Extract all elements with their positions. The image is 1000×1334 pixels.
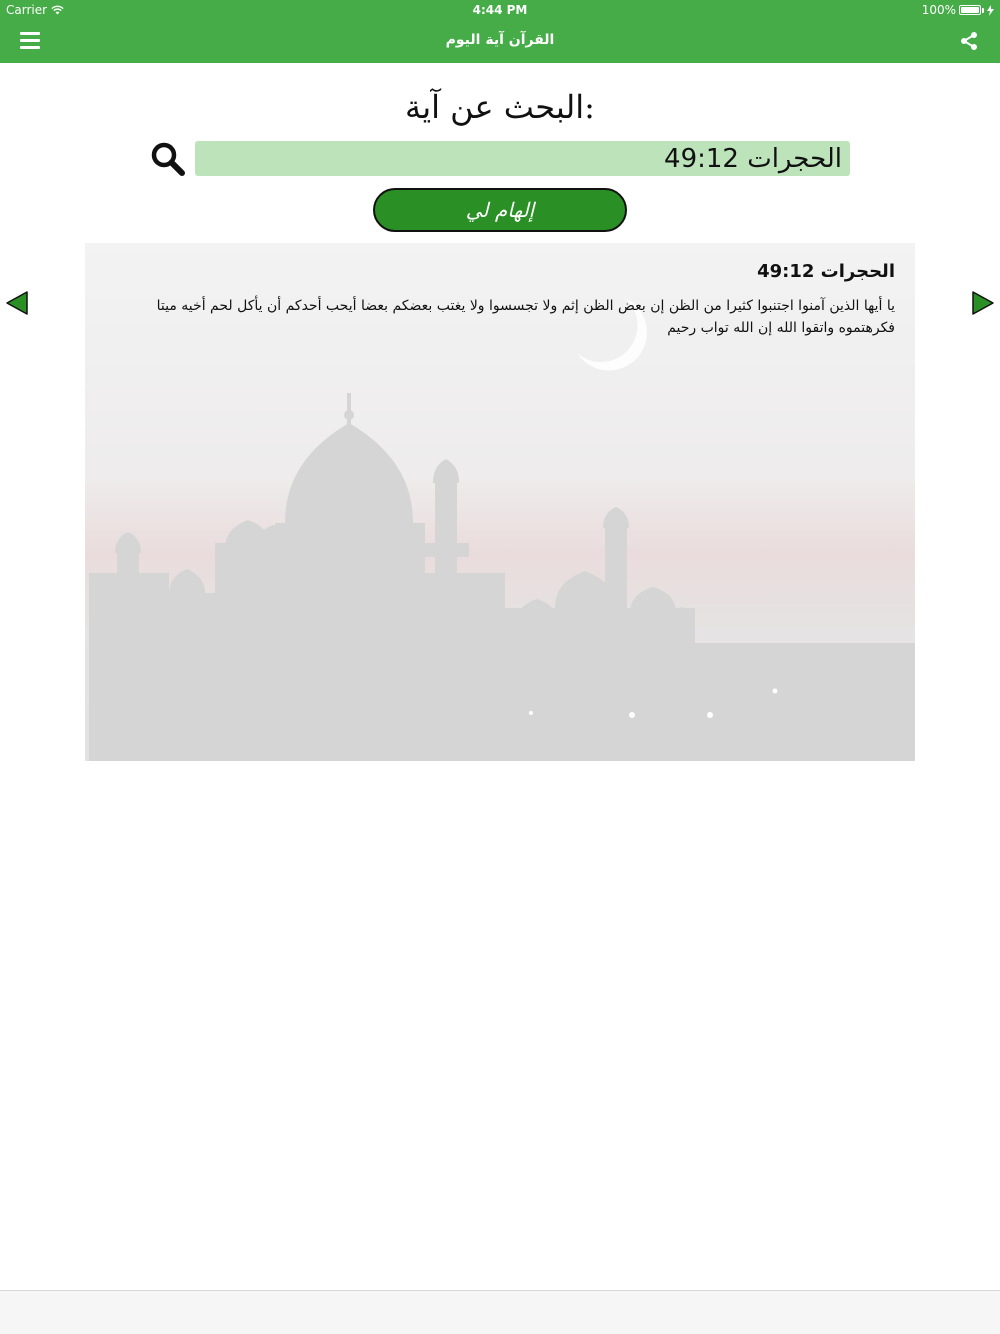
share-icon[interactable]	[960, 31, 978, 51]
status-battery	[922, 3, 994, 17]
battery-tip	[982, 8, 984, 13]
status-bar	[0, 0, 1000, 20]
bottom-bar	[0, 1290, 1000, 1334]
search-input[interactable]	[195, 141, 850, 176]
carrier-label: Carrier	[6, 3, 48, 17]
verse-text: يا أيها الذين آمنوا اجتنبوا كثيرا من الظن إن بعض الظن إثم ولا تجسسوا ولا يغتب بعضكم بعضا أيحب أحدكم أن يأكل لحم أخيه ميتا فكرهتموه واتقوا الله إن الله تواب رحيم	[156, 298, 895, 336]
inspire-me-button[interactable]: إلهام لي	[373, 188, 627, 232]
status-time: 4:44 PM	[472, 3, 528, 17]
nav-title: القرآن آية اليوم	[445, 32, 555, 48]
battery-percent: 100%	[921, 3, 956, 17]
verse-reference: الحجرات 49:12	[757, 261, 895, 282]
search-icon[interactable]	[150, 141, 186, 177]
nav-bar	[0, 20, 1000, 63]
charging-icon	[987, 5, 994, 16]
previous-verse-button[interactable]	[5, 290, 29, 316]
next-verse-button[interactable]	[971, 290, 995, 316]
verse-card	[85, 243, 915, 761]
battery-icon	[959, 5, 981, 15]
search-heading: البحث عن آية:	[405, 88, 595, 126]
